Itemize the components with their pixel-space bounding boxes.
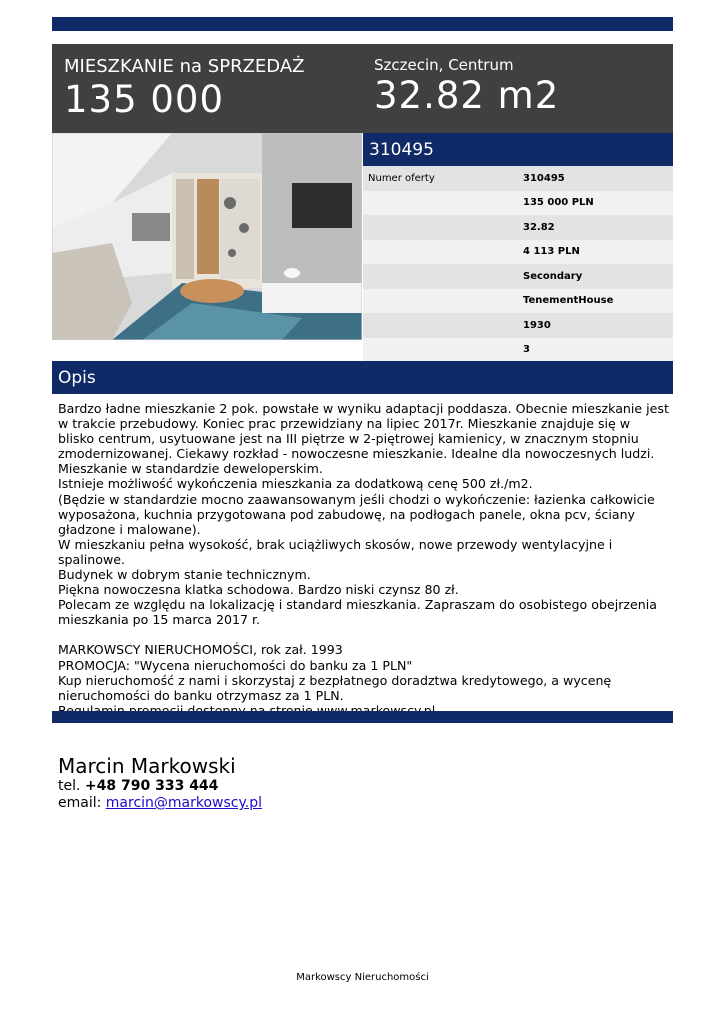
promo-line: PROMOCJA: "Wycena nieruchomości do banku za 1 PLN": [58, 657, 413, 673]
detail-value: 135 000 PLN: [523, 197, 594, 209]
listing-area: 32.82 m2: [374, 74, 560, 117]
top-accent-bar: [52, 17, 673, 31]
detail-row: [363, 264, 673, 289]
description-paragraph: Mieszkanie w standardzie deweloperskim.: [58, 461, 323, 477]
agent-phone-line: [58, 778, 262, 795]
promo-line: Kup nieruchomość z nami i skorzystaj z bezpłatnego doradztwa kredytowego, a wycenę nieruchomości do banku otrzymasz za 1 PLN.: [58, 672, 612, 703]
agent-phone: +48 790 333 444: [84, 778, 219, 794]
agent-name: Marcin Markowski: [58, 754, 236, 778]
description-paragraph: (Będzie w standardzie mocno zaawansowanym jeśli chodzi o wykończenie: łazienka całkowicie wyposażona, kuchnia przygotowana pod zabudowę, na podłogach panele, okna pcv, ściany gładzone i malowane).: [58, 491, 655, 537]
detail-value: 32.82: [523, 221, 555, 233]
detail-value: 310495: [523, 172, 565, 184]
detail-row: [363, 240, 673, 265]
promo-line: MARKOWSCY NIERUCHOMOŚCI, rok zał. 1993: [58, 642, 343, 658]
description-paragraph: W mieszkaniu pełna wysokość, brak uciążliwych skosów, nowe przewody wentylacyjne i spalinowe.: [58, 536, 613, 567]
description-paragraph: Piękna nowoczesna klatka schodowa. Bardzo niski czynsz 80 zł.: [58, 582, 459, 598]
agent-contact: [58, 754, 262, 812]
listing-photo: [52, 133, 362, 340]
email-label: email:: [58, 795, 102, 811]
detail-value: 4 113 PLN: [523, 246, 580, 258]
offer-details-table: [363, 166, 673, 362]
description-title: Opis: [58, 368, 96, 388]
detail-value: 1930: [523, 319, 551, 331]
description-paragraph: Budynek w dobrym stanie technicznym.: [58, 567, 311, 583]
paragraph-spacer: [58, 627, 670, 642]
listing-header: [52, 44, 673, 133]
listing-type: MIESZKANIE na SPRZEDAŻ: [64, 56, 305, 77]
description-paragraph: Polecam ze względu na lokalizację i standard mieszkania. Zapraszam do osobistego obejrzenia mieszkania po 15 marca 2017 r.: [58, 597, 657, 628]
detail-value: 3: [523, 344, 530, 356]
agent-email-link[interactable]: marcin@markowscy.pl: [105, 795, 263, 811]
detail-row: [363, 215, 673, 240]
detail-row: [363, 313, 673, 338]
description-paragraph: Bardzo ładne mieszkanie 2 pok. powstałe w wyniku adaptacji poddasza. Obecnie mieszkanie jest w trakcie przebudowy. Koniec prac przewidziany na lipiec 2017r. Mieszkanie znajduje się w blisko centrum, usytuowane jest na III piętrze w 2-piętrowej kamienicy, w znacznym stopniu zmodernizowanej. Ciekawy rozkład - nowoczesne mieszkanie. Idealne dla nowoczesnych ludzi.: [58, 401, 669, 462]
listing-price: 135 000: [64, 78, 225, 121]
description-paragraph: Istnieje możliwość wykończenia mieszkania za dodatkową cenę 500 zł./m2.: [58, 476, 533, 492]
agent-email-line: [58, 795, 262, 812]
detail-value: Secondary: [523, 270, 583, 282]
detail-row: [363, 166, 673, 191]
detail-row: [363, 289, 673, 314]
offer-id: 310495: [369, 140, 434, 160]
detail-label: Numer oferty: [368, 172, 435, 184]
listing-location: Szczecin, Centrum: [374, 56, 514, 74]
detail-row: [363, 338, 673, 363]
footer-company: Markowscy Nieruchomości: [296, 972, 429, 983]
bottom-accent-bar: [52, 711, 673, 723]
detail-row: [363, 191, 673, 216]
phone-label: tel.: [58, 778, 81, 794]
detail-value: TenementHouse: [523, 295, 614, 307]
description-body: [58, 401, 670, 718]
offer-id-bar: [363, 133, 673, 166]
description-header-bar: [52, 361, 673, 394]
